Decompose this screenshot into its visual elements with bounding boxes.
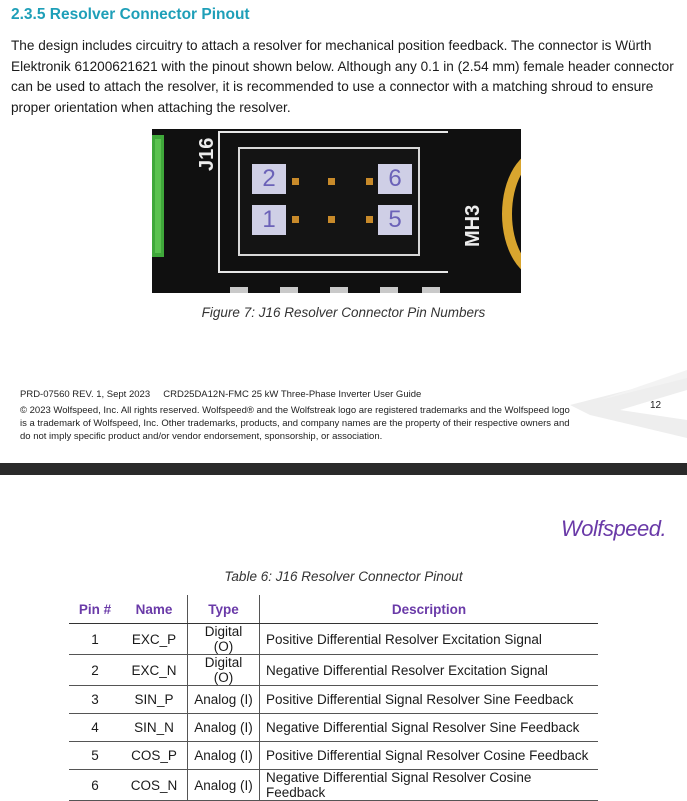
cell-name: COS_P <box>121 742 188 770</box>
page-number: 12 <box>650 400 662 411</box>
cell-name: SIN_N <box>121 714 188 742</box>
cell-name: COS_N <box>121 770 188 801</box>
table-row <box>69 742 598 770</box>
cell-type: Digital (O) <box>188 655 260 686</box>
cell-name: SIN_P <box>121 686 188 714</box>
cell-description: Negative Differential Resolver Excitation Signal <box>260 655 599 686</box>
col-header-name: Name <box>121 595 188 624</box>
table-row <box>69 624 598 655</box>
table-caption: Table 6: J16 Resolver Connector Pinout <box>224 569 463 584</box>
bottom-pad <box>380 287 398 293</box>
footer-doc-line: PRD-07560 REV. 1, Sept 2023 CRD25DA12N-FMC 25 kW Three-Phase Inverter User Guide <box>20 389 422 400</box>
pin-label-2: 2 <box>252 164 286 194</box>
cell-name: EXC_N <box>121 655 188 686</box>
wolfspeed-logo: Wolfspeed. <box>561 516 667 541</box>
wolfstreak-logo-graphic <box>560 370 687 440</box>
pin-pad <box>292 216 299 223</box>
mount-hole-ring <box>502 149 521 279</box>
cell-type: Analog (I) <box>188 686 260 714</box>
section-heading: 2.3.5 Resolver Connector Pinout <box>11 6 250 23</box>
cell-pin: 1 <box>69 624 121 655</box>
cell-pin: 6 <box>69 770 121 801</box>
green-connector-inner <box>155 139 161 253</box>
cell-description: Positive Differential Signal Resolver Sine Feedback <box>260 686 599 714</box>
cell-pin: 2 <box>69 655 121 686</box>
pinout-table <box>69 595 598 801</box>
pin-label-6: 6 <box>378 164 412 194</box>
pin-label-1: 1 <box>252 205 286 235</box>
table-row <box>69 770 598 801</box>
pin-pad <box>366 178 373 185</box>
cell-pin: 5 <box>69 742 121 770</box>
table-row <box>69 714 598 742</box>
bottom-pad <box>422 287 440 293</box>
pin-pad <box>328 178 335 185</box>
connector-figure <box>152 129 521 293</box>
bottom-pad <box>230 287 248 293</box>
table-row <box>69 686 598 714</box>
cell-type: Analog (I) <box>188 742 260 770</box>
col-header-pin: Pin # <box>69 595 121 624</box>
cell-name: EXC_P <box>121 624 188 655</box>
cell-description: Positive Differential Resolver Excitation Signal <box>260 624 599 655</box>
mount-hole-label: MH3 <box>462 204 484 247</box>
col-header-type: Type <box>188 595 260 624</box>
pin-label-5: 5 <box>378 205 412 235</box>
cell-type: Digital (O) <box>188 624 260 655</box>
figure-caption: Figure 7: J16 Resolver Connector Pin Numbers <box>201 305 486 320</box>
cell-type: Analog (I) <box>188 714 260 742</box>
cell-type: Analog (I) <box>188 770 260 801</box>
section-paragraph: The design includes circuitry to attach a resolver for mechanical position feedback. The connector is Würth Elektronik 61200621621 with the pinout shown below. Although any 0.1 in (2.54 mm) female header connector can be used to attach the resolver, it is recommended to use a connector with a matching shroud to ensure proper orientation when attaching the resolver. <box>11 38 674 115</box>
bottom-pad <box>280 287 298 293</box>
cell-description: Negative Differential Signal Resolver Cosine Feedback <box>260 770 599 801</box>
pin-pad <box>292 178 299 185</box>
col-header-description: Description <box>260 595 599 624</box>
pin-pad <box>328 216 335 223</box>
footer-copyright: © 2023 Wolfspeed, Inc. All rights reserved. Wolfspeed® and the Wolfstreak logo are registered trademarks and the Wolfspeed logo is a trademark of Wolfspeed, Inc. Other trademarks, products, and company names are the property of their respective owners and do not imply specific product and/or vendor endorsement, sponsorship, or association. <box>20 405 570 442</box>
cell-description: Negative Differential Signal Resolver Sine Feedback <box>260 714 599 742</box>
table-header-row <box>69 595 598 624</box>
page-divider <box>0 463 687 475</box>
ref-designator-label: J16 <box>196 137 218 171</box>
table-row <box>69 655 598 686</box>
bottom-pad <box>330 287 348 293</box>
cell-description: Positive Differential Signal Resolver Cosine Feedback <box>260 742 599 770</box>
cell-pin: 4 <box>69 714 121 742</box>
cell-pin: 3 <box>69 686 121 714</box>
pin-pad <box>366 216 373 223</box>
